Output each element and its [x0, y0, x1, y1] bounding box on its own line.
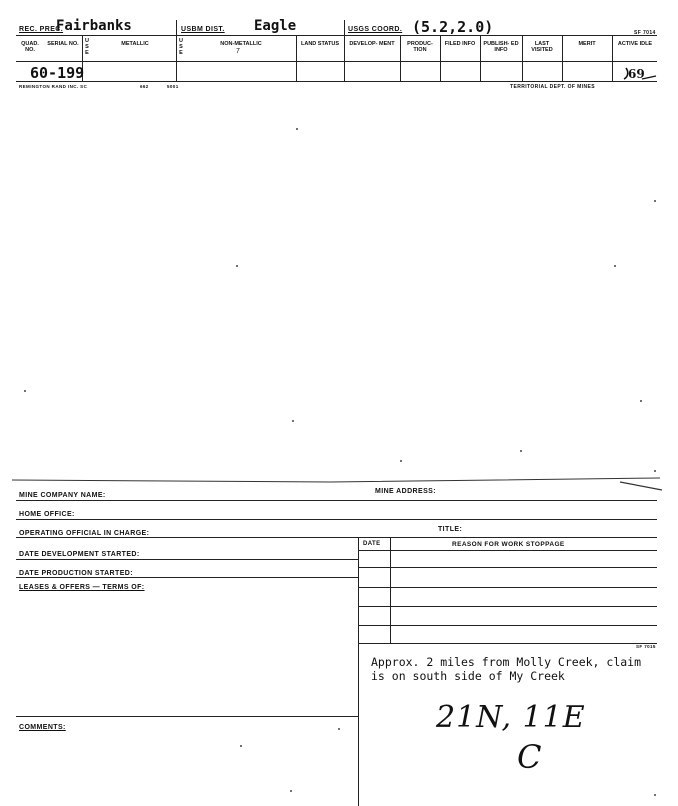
rec-prec-label: REC. PREC.	[19, 26, 64, 33]
line-row-5	[358, 625, 657, 626]
col-sep-5	[400, 35, 401, 81]
active-idle-check-mark	[612, 64, 658, 84]
col-sep-4	[344, 35, 345, 81]
scan-speck	[654, 794, 656, 796]
scan-speck	[338, 728, 340, 730]
header-active-idle: ACTIVE IDLE	[617, 41, 653, 47]
col-sep-7	[480, 35, 481, 81]
handwritten-letter: C	[517, 738, 542, 776]
quad-serial-value: 60-199	[30, 64, 85, 82]
usgs-coord-label: USGS COORD.	[348, 26, 403, 33]
scan-speck	[520, 450, 522, 452]
col-sep-9	[562, 35, 563, 81]
top-sep-1	[176, 20, 177, 35]
mine-address-label: MINE ADDRESS:	[375, 488, 436, 495]
line-home-office	[16, 519, 657, 520]
leases-label: LEASES & OFFERS — TERMS OF:	[19, 584, 145, 591]
top-sep-2	[344, 20, 345, 35]
date-dev-label: DATE DEVELOPMENT STARTED:	[19, 551, 140, 558]
scan-speck	[654, 200, 656, 202]
scan-speck	[290, 790, 292, 792]
top-line-3	[16, 81, 657, 82]
home-office-label: HOME OFFICE:	[19, 511, 75, 518]
reason-label: REASON FOR WORK STOPPAGE	[452, 541, 565, 548]
printer-code-1: 662	[140, 84, 149, 89]
top-line-1	[16, 35, 657, 36]
header-production: PRODUC- TION	[407, 41, 433, 53]
header-serial-no: SERIAL NO.	[47, 41, 79, 47]
left-panel-edge	[358, 537, 359, 806]
scan-speck	[640, 400, 642, 402]
usbm-dist-value: Eagle	[254, 18, 297, 34]
operating-official-label: OPERATING OFFICIAL IN CHARGE:	[19, 530, 150, 537]
header-development: DEVELOP- MENT	[349, 41, 395, 47]
line-mine-company	[16, 500, 657, 501]
line-date-dev	[16, 559, 358, 560]
title-label: TITLE:	[438, 526, 463, 533]
usgs-coord-value: (5.2,2.0)	[412, 18, 494, 36]
header-use-marker: U S E	[85, 38, 89, 56]
header-quad-no: QUAD. NO.	[21, 41, 39, 53]
col-sep-2	[176, 35, 177, 81]
header-merit: MERIT	[578, 41, 596, 47]
header-last-visited: LAST VISITED	[531, 41, 553, 53]
col-sep-6	[440, 35, 441, 81]
date-col-label: DATE	[363, 541, 381, 547]
printer-code-2: 5001	[167, 84, 179, 89]
line-date-header	[358, 550, 657, 551]
scan-speck	[292, 420, 294, 422]
line-date-prod	[16, 577, 358, 578]
typed-note-line-1: Approx. 2 miles from Molly Creek, claim	[371, 655, 642, 669]
scan-speck	[240, 745, 242, 747]
line-row-4	[358, 606, 657, 607]
top-form-number: SF 7014	[634, 30, 656, 36]
header-filed-info: FILED INFO	[444, 41, 476, 47]
header-metallic: METALLIC	[121, 41, 149, 47]
line-row-2	[358, 567, 657, 568]
col-sep-8	[522, 35, 523, 81]
header-land-status: LAND STATUS	[301, 41, 339, 47]
line-comments	[16, 716, 358, 717]
typed-note-line-2: is on south side of My Creek	[371, 669, 565, 683]
header-non-metallic: NON-METALLIC	[220, 41, 262, 47]
printer-line: REMINGTON RAND INC. SC	[19, 84, 88, 89]
line-operating-official	[16, 537, 657, 538]
date-col-divider	[390, 537, 391, 643]
scan-speck	[296, 128, 298, 130]
line-row-3	[358, 587, 657, 588]
mine-company-label: MINE COMPANY NAME:	[19, 492, 106, 499]
handwritten-location: 21N, 11E	[436, 700, 586, 735]
bottom-form-number: SF 7015	[636, 644, 656, 649]
active-idle-value: 69	[628, 67, 645, 81]
department-label: TERRITORIAL DEPT. OF MINES	[510, 84, 595, 90]
non-metallic-mark: 7	[236, 48, 240, 55]
comments-label: COMMENTS:	[19, 724, 66, 731]
line-row-6	[358, 643, 657, 644]
top-line-2	[16, 61, 657, 62]
scan-speck	[614, 265, 616, 267]
date-prod-label: DATE PRODUCTION STARTED:	[19, 570, 133, 577]
scan-speck	[24, 390, 26, 392]
scan-speck	[236, 265, 238, 267]
header-published-info: PUBLISH- ED INFO	[483, 41, 519, 53]
header-use-marker-2: U S E	[179, 38, 183, 56]
usbm-dist-label: USBM DIST.	[181, 26, 225, 33]
col-sep-3	[296, 35, 297, 81]
scan-speck	[400, 460, 402, 462]
rec-prec-value: Fairbanks	[56, 18, 132, 34]
